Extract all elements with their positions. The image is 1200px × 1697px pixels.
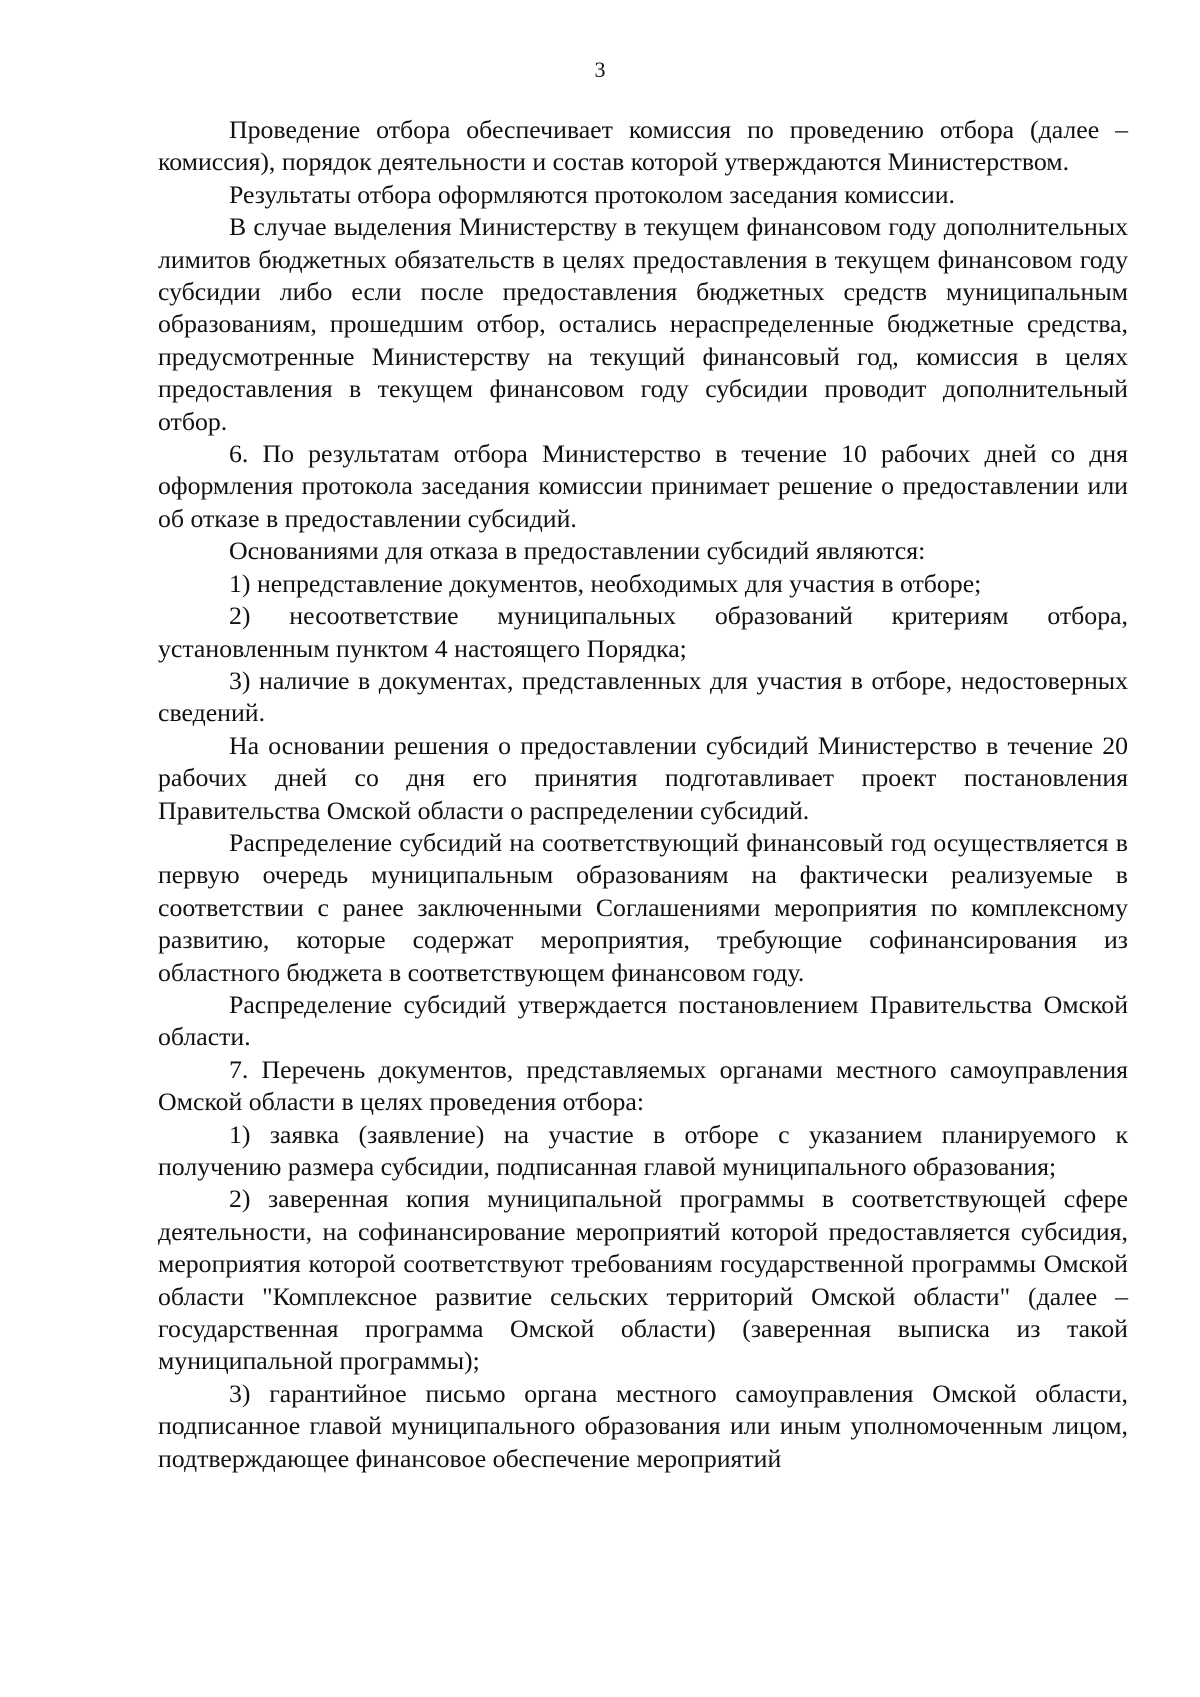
paragraph: Распределение субсидий утверждается постановлением Правительства Омской области. — [158, 989, 1128, 1052]
paragraph: Проведение отбора обеспечивает комиссия по проведению отбора (далее – комиссия), порядок деятельности и состав которой утверждаются Министерством. — [158, 115, 1128, 177]
list-item: 2) заверенная копия муниципальной программы в соответствующей сфере деятельности, на софинансирование мероприятий которой предоставляется субсидия, мероприятия которой соответствуют требованиям государственной программы Омской области "Комплексное развитие сельских территорий Омской области" (далее – государственная программа Омской области) (заверенная выписка из такой муниципальной программы); — [158, 1184, 1128, 1376]
document-body — [158, 114, 1128, 1475]
list-item: 3) наличие в документах, представленных для участия в отборе, недостоверных сведений. — [158, 665, 1128, 728]
paragraph: Результаты отбора оформляются протоколом заседания комиссии. — [229, 179, 955, 209]
paragraph: На основании решения о предоставлении субсидий Министерство в течение 20 рабочих дней со дня его принятия подготавливает проект постановления Правительства Омской области о распределении субсидий. — [158, 730, 1128, 825]
list-item: 1) заявка (заявление) на участие в отборе с указанием планируемого к получению размера субсидии, подписанная главой муниципального образования; — [158, 1119, 1128, 1181]
paragraph: 7. Перечень документов, представляемых органами местного самоуправления Омской области в целях проведения отбора: — [158, 1054, 1128, 1117]
list-item: 2) несоответствие муниципальных образований критериям отбора, установленным пунктом 4 настоящего Порядка; — [158, 601, 1128, 663]
page-number: 3 — [594, 57, 606, 82]
paragraph: 6. По результатам отбора Министерство в течение 10 рабочих дней со дня оформления протокола заседания комиссии принимает решение о предоставлении или об отказе в предоставлении субсидий. — [158, 439, 1128, 533]
list-item: 1) непредставление документов, необходимых для участия в отборе; — [229, 568, 982, 598]
paragraph: Распределение субсидий на соответствующий финансовый год осуществляется в первую очередь муниципальным образованиям на фактически реализуемые в соответствии с ранее заключенными Соглашениями мероприятия по комплексному развитию, которые содержат мероприятия, требующие софинансирования из областного бюджета в соответствующем финансовом году. — [158, 827, 1128, 987]
paragraph: Основаниями для отказа в предоставлении субсидий являются: — [229, 536, 926, 566]
paragraph: В случае выделения Министерству в текущем финансовом году дополнительных лимитов бюджетных обязательств в целях предоставления в текущем финансовом году субсидии либо если после предоставления бюджетных средств муниципальным образованиям, прошедшим отбор, остались нераспределенные бюджетные средства, предусмотренные Министерству на текущий финансовый год, комиссия в целях предоставления в текущем финансовом году субсидии проводит дополнительный отбор. — [158, 212, 1128, 436]
list-item: 3) гарантийное письмо органа местного самоуправления Омской области, подписанное главой муниципального образования или иным уполномоченным лицом, подтверждающее финансовое обеспечение мероприятий — [158, 1378, 1128, 1473]
